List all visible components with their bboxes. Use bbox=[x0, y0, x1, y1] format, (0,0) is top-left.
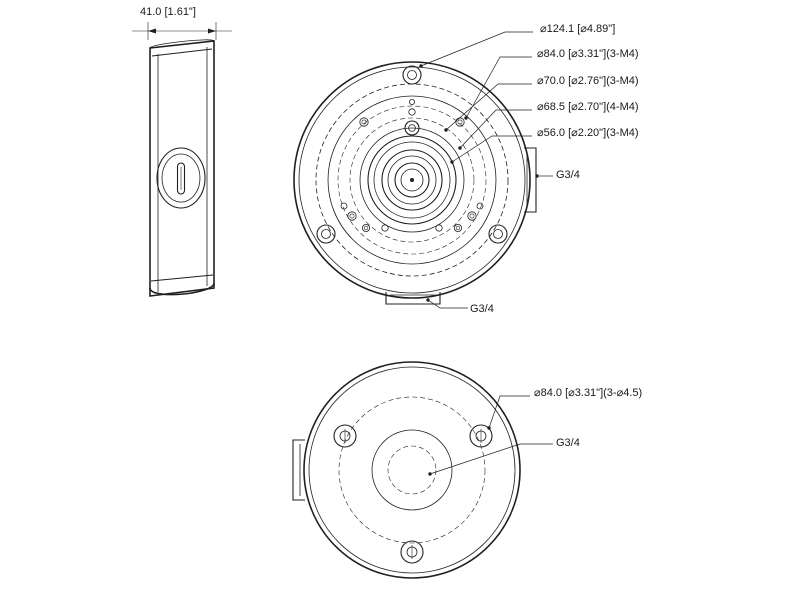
top-thread-bottom-label: G3/4 bbox=[470, 303, 494, 315]
side-width-label: 41.0 [1.61"] bbox=[140, 6, 196, 18]
top-dim-label-56: ⌀56.0 [⌀2.20"](3-M4) bbox=[537, 127, 639, 139]
top-view-mount-bosses bbox=[317, 66, 507, 243]
top-view-group bbox=[294, 32, 553, 308]
bottom-thread-label: G3/4 bbox=[556, 437, 580, 449]
top-view-leaders bbox=[419, 32, 553, 308]
bottom-dim-label-84: ⌀84.0 [⌀3.31"](3-⌀4.5) bbox=[534, 387, 643, 399]
top-thread-right-label: G3/4 bbox=[556, 169, 580, 181]
top-dim-label-124: ⌀124.1 [⌀4.89"] bbox=[540, 23, 616, 35]
top-dim-label-68-5: ⌀68.5 [⌀2.70"](4-M4) bbox=[537, 101, 639, 113]
bottom-view-leaders bbox=[428, 396, 553, 476]
side-view-group bbox=[132, 22, 232, 296]
bottom-view-group bbox=[293, 362, 553, 578]
top-dim-label-70: ⌀70.0 [⌀2.76"](3-M4) bbox=[537, 75, 639, 87]
top-dim-label-84: ⌀84.0 [⌀3.31"](3-M4) bbox=[537, 48, 639, 60]
